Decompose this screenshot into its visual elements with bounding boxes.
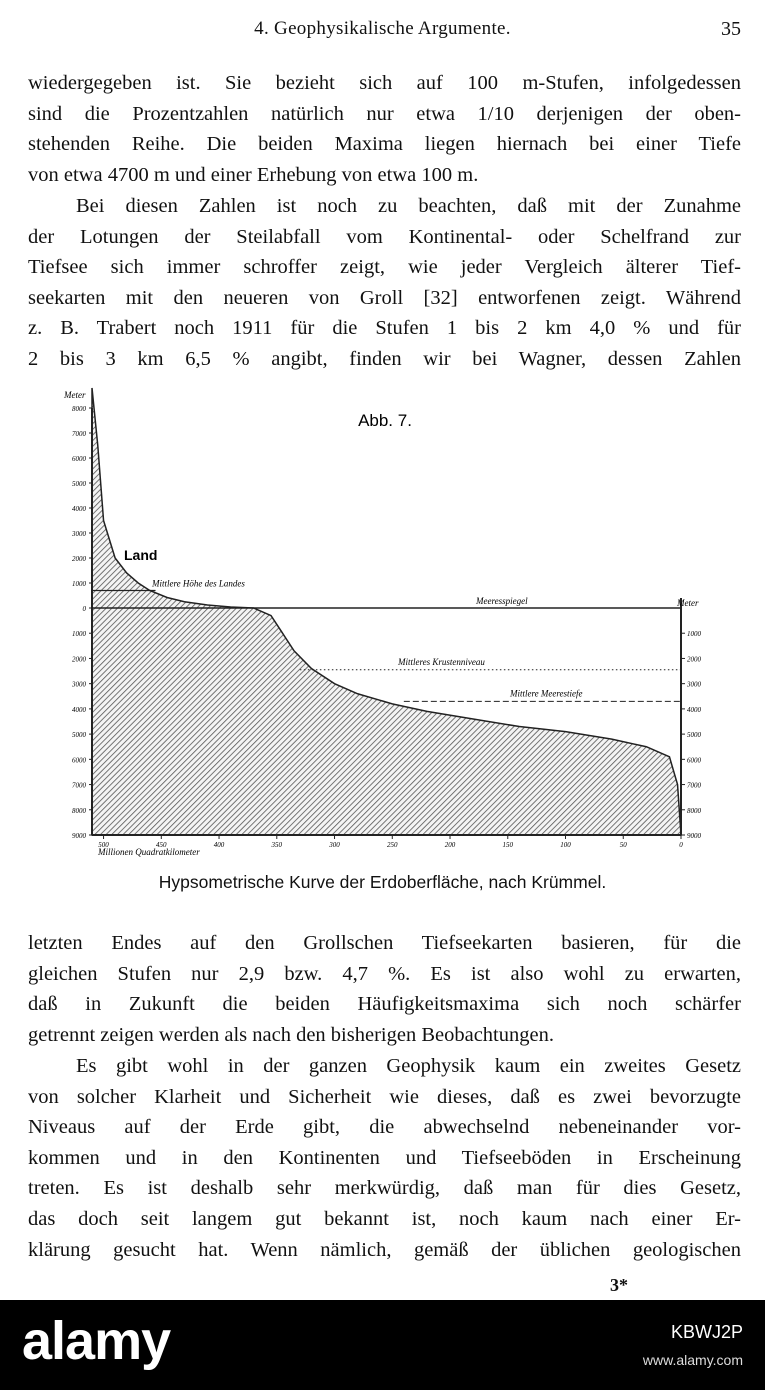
left-tick-label: 8000 — [72, 806, 86, 815]
left-axis-ticks — [71, 405, 92, 840]
watermark-bar — [0, 1300, 765, 1390]
left-tick-label: 6000 — [72, 455, 86, 463]
hypsometric-chart — [0, 380, 765, 860]
signature-mark: 3* — [610, 1275, 628, 1295]
left-tick-label: 0 — [82, 605, 86, 613]
page-number: 35 — [721, 18, 741, 40]
left-tick-label: 8000 — [72, 405, 86, 413]
sea-level-label: Meeresspiegel — [476, 596, 528, 606]
x-tick-label: 50 — [619, 841, 627, 849]
left-tick-label: 5000 — [72, 731, 86, 740]
image-code: KBWJ2P — [670, 1322, 743, 1342]
text-line: sind die Prozentzahlen natürlich nur etwa 1/10 derjenigen der oben- — [28, 102, 741, 125]
text-line: Es gibt wohl in der ganzen Geophysik kaum ein zweites Gesetz — [76, 1055, 741, 1077]
text-line: Bei diesen Zahlen ist noch zu beachten, daß mit der Zunahme — [76, 195, 741, 217]
x-tick-label: 100 — [560, 841, 571, 849]
mean-land-height-label: Mittlere Höhe des Landes — [152, 578, 245, 589]
right-tick-label: 3000 — [687, 680, 701, 689]
text-line: Niveaus auf der Erde gibt, die abwechselnd nebeneinander vor- — [28, 1116, 741, 1139]
text-line: daß in Zukunft die beiden Häufigkeitsmaxima sich noch schärfer — [28, 993, 741, 1016]
x-tick-label: 350 — [271, 841, 283, 849]
watermark-url: www.alamy.com — [642, 1352, 743, 1368]
text-line: von solcher Klarheit und Sicherheit wie dieses, daß es zwei bevorzugte — [28, 1085, 741, 1108]
text-line: stehenden Reihe. Die beiden Maxima liegen hiernach bei einer Tiefe — [28, 133, 741, 156]
left-tick-label: 4000 — [72, 505, 86, 513]
page-header — [0, 18, 765, 46]
left-tick-label: 1000 — [72, 630, 86, 639]
left-tick-label: 3000 — [72, 530, 86, 538]
hypsometric-area — [92, 388, 681, 835]
right-axis-ticks — [681, 630, 702, 840]
x-tick-label: 250 — [387, 841, 398, 849]
right-tick-label: 6000 — [687, 756, 701, 765]
right-tick-label: 2000 — [687, 655, 701, 664]
text-line: getrennt zeigen werden als nach den bisherigen Beobachtungen. — [28, 1023, 554, 1046]
left-tick-label: 7000 — [72, 430, 86, 438]
text-line: gleichen Stufen nur 2,9 bzw. 4,7 %. Es ist also wohl zu erwarten, — [28, 962, 741, 985]
left-tick-label: 6000 — [72, 756, 86, 765]
text-line: letzten Endes auf den Grollschen Tiefseekarten basieren, für die — [28, 932, 741, 954]
right-tick-label: 5000 — [687, 731, 701, 740]
running-title: 4. Geophysikalische Argumente. — [254, 18, 511, 39]
text-line: wiedergegeben ist. Sie bezieht sich auf 100 m-Stufen, infolgedessen — [28, 72, 741, 94]
x-tick-label: 500 — [98, 841, 109, 849]
mean-crust-level-label: Mittleres Krustenniveau — [398, 656, 485, 667]
text-line: seekarten mit den neueren von Groll [32] entworfenen zeigt. Während — [28, 286, 741, 309]
text-line: 2 bis 3 km 6,5 % angibt, finden wir bei Wagner, dessen Zahlen — [28, 347, 741, 370]
text-line: Tiefsee sich immer schroffer zeigt, wie jeder Vergleich älterer Tief- — [28, 256, 741, 279]
text-line: das doch seit langem gut bekannt ist, noch kaum nach einer Er- — [28, 1207, 741, 1230]
x-tick-label: 300 — [329, 841, 340, 849]
x-axis-label: Millionen Quadratkilometer — [98, 847, 200, 857]
mean-ocean-depth-label: Mittlere Meerestiefe — [510, 688, 583, 699]
alamy-logo: alamy — [22, 1311, 171, 1371]
left-tick-label: 9000 — [72, 832, 86, 840]
text-line: kommen und in den Kontinenten und Tiefseeböden in Erscheinung — [28, 1146, 741, 1169]
paragraph-4 — [28, 1051, 741, 1265]
text-line: klärung gesucht hat. Wenn nämlich, gemäß der üblichen geologischen — [28, 1238, 741, 1261]
left-tick-label: 5000 — [72, 480, 86, 488]
hypsometric-figure — [0, 380, 765, 910]
left-tick-label: 2000 — [72, 555, 86, 563]
right-tick-label: 1000 — [687, 630, 701, 639]
paragraph-1 — [28, 68, 741, 190]
figure-caption: Hypsometrische Kurve der Erdoberfläche, nach Krümmel. — [158, 872, 607, 892]
x-tick-label: 200 — [444, 841, 456, 849]
right-tick-label: 7000 — [687, 781, 701, 790]
right-tick-label: 8000 — [687, 806, 701, 815]
left-tick-label: 2000 — [72, 655, 86, 664]
right-tick-label: 9000 — [687, 832, 701, 840]
x-tick-label: 400 — [213, 841, 225, 849]
left-tick-label: 3000 — [72, 680, 86, 689]
x-tick-label: 150 — [502, 841, 514, 849]
left-tick-label: 7000 — [72, 781, 86, 790]
y-axis-label-left: Meter — [64, 390, 86, 400]
paragraph-3 — [28, 928, 741, 1050]
x-tick-label: 0 — [679, 841, 683, 849]
text-line: z. B. Trabert noch 1911 für die Stufen 1 bis 2 km 4,0 % und für — [28, 317, 741, 340]
left-tick-label: 4000 — [72, 705, 86, 714]
text-line: treten. Es ist deshalb sehr merkwürdig, daß man für dies Gesetz, — [28, 1177, 741, 1200]
right-tick-label: 4000 — [687, 705, 701, 714]
y-axis-label-right: Meter — [677, 598, 699, 608]
x-tick-label: 450 — [156, 841, 167, 849]
paragraph-2 — [28, 191, 741, 375]
land-annotation: Land — [124, 547, 158, 563]
figure-label: Abb. 7. — [358, 411, 412, 430]
text-line: der Lotungen der Steilabfall vom Kontinental- oder Schelfrand zur — [28, 225, 741, 248]
text-line: von etwa 4700 m und einer Erhebung von etwa 100 m. — [28, 163, 479, 186]
left-tick-label: 1000 — [72, 580, 86, 588]
